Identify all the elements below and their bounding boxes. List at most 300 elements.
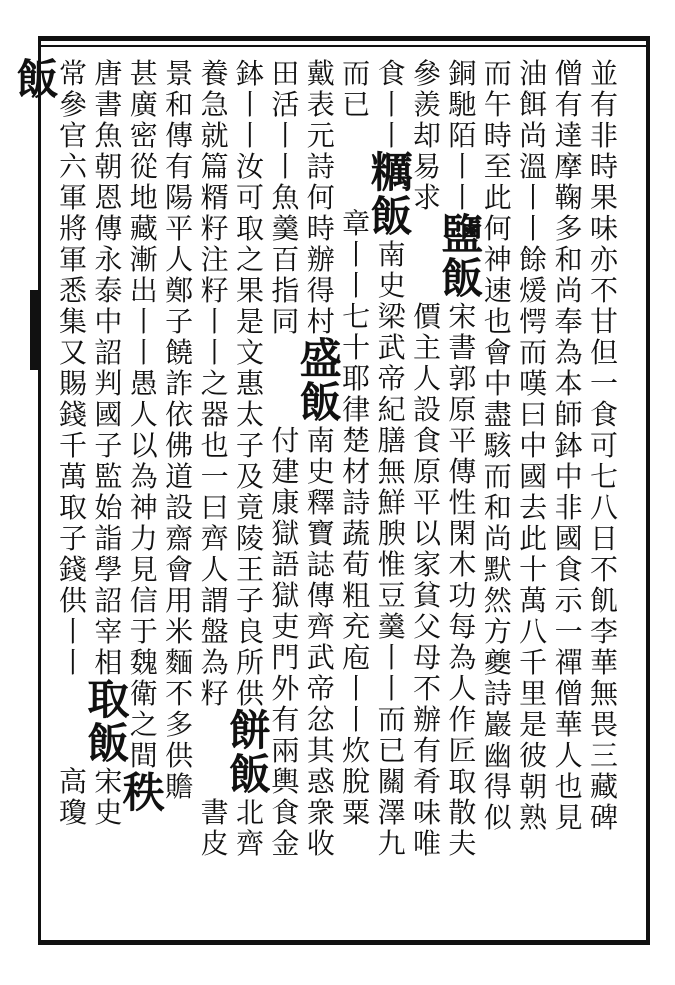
glyph: 默	[483, 553, 512, 586]
glyph: 皮	[200, 827, 229, 860]
glyph: 贍	[165, 770, 194, 803]
glyph: 金	[271, 827, 300, 860]
glyph: 人	[129, 398, 158, 431]
glyph: 每	[448, 610, 477, 643]
glyph: 也	[200, 429, 229, 462]
column-text	[233, 58, 267, 709]
glyph: 主	[412, 331, 441, 364]
glyph: 丨	[377, 672, 406, 705]
glyph: 傳	[165, 119, 194, 152]
glyph: 荀	[342, 548, 371, 581]
glyph: 一	[589, 367, 618, 400]
glyph: 會	[165, 553, 194, 586]
column-text	[481, 58, 515, 833]
glyph: 太	[235, 398, 264, 431]
glyph: 子	[235, 584, 264, 617]
column-text	[198, 797, 232, 859]
glyph: 梁	[377, 300, 406, 333]
text-column	[16, 55, 59, 938]
glyph: 平	[412, 486, 441, 519]
glyph: 之	[200, 367, 229, 400]
column-text	[445, 58, 479, 213]
glyph: 瓊	[58, 796, 87, 829]
glyph: 丨	[129, 336, 158, 369]
glyph: 為	[129, 460, 158, 493]
glyph: 不	[589, 274, 618, 307]
glyph: 摩	[554, 150, 583, 183]
glyph: 丨	[377, 119, 406, 152]
glyph: 可	[589, 429, 618, 462]
column-text	[375, 239, 409, 859]
glyph: 國	[554, 522, 583, 555]
column-text	[162, 58, 196, 802]
glyph: 活	[271, 88, 300, 121]
glyph: 丨	[377, 641, 406, 674]
glyph: 武	[377, 331, 406, 364]
glyph: 朝	[94, 150, 123, 183]
glyph: 和	[554, 243, 583, 276]
glyph: 八	[519, 615, 548, 648]
glyph: 衛	[129, 677, 158, 710]
glyph: 盡	[483, 398, 512, 431]
glyph: 已	[342, 88, 371, 121]
glyph: 戴	[306, 57, 335, 90]
glyph: 外	[271, 672, 300, 705]
glyph: 鄭	[165, 274, 194, 307]
glyph: 並	[589, 57, 618, 90]
glyph: 惟	[377, 548, 406, 581]
glyph: 食	[554, 553, 583, 586]
glyph: 高	[58, 765, 87, 798]
glyph: 原	[412, 455, 441, 488]
glyph: 米	[165, 615, 194, 648]
glyph: 見	[554, 801, 583, 834]
glyph: 尚	[519, 119, 548, 152]
glyph: 熟	[519, 801, 548, 834]
glyph: 甘	[589, 305, 618, 338]
glyph: 辦	[306, 243, 335, 276]
glyph: 平	[165, 212, 194, 245]
glyph: 兩	[271, 734, 300, 767]
glyph: 脫	[342, 765, 371, 798]
glyph: 丨	[448, 150, 477, 183]
glyph: 藏	[589, 770, 618, 803]
glyph: 詩	[342, 486, 371, 519]
glyph: 傳	[306, 579, 335, 612]
glyph: 宰	[94, 615, 123, 648]
glyph: 不	[412, 672, 441, 705]
glyph: 將	[58, 212, 87, 245]
glyph: 集	[58, 305, 87, 338]
glyph: 李	[589, 615, 618, 648]
glyph: 見	[129, 553, 158, 586]
glyph: 豆	[377, 579, 406, 612]
column-text	[233, 797, 267, 859]
glyph: 愚	[129, 367, 158, 400]
glyph: 魚	[271, 181, 300, 214]
glyph: 泰	[94, 274, 123, 307]
glyph: 丨	[342, 238, 371, 271]
glyph: 取	[58, 491, 87, 524]
glyph: 有	[589, 88, 618, 121]
glyph: 力	[129, 522, 158, 555]
glyph: 忿	[306, 703, 335, 736]
glyph: 之	[235, 243, 264, 276]
glyph: 十	[519, 553, 548, 586]
glyph: 用	[165, 584, 194, 617]
glyph: 父	[412, 610, 441, 643]
column-text	[268, 58, 302, 337]
glyph: 不	[165, 677, 194, 710]
glyph: 非	[554, 491, 583, 524]
glyph: 惠	[235, 367, 264, 400]
glyph: 何	[483, 212, 512, 245]
glyph: 詔	[94, 336, 123, 369]
glyph: 巖	[483, 708, 512, 741]
glyph: 錢	[58, 553, 87, 586]
glyph: 百	[271, 243, 300, 276]
glyph: 丨	[519, 181, 548, 214]
glyph: 一	[200, 460, 229, 493]
glyph: 有	[271, 703, 300, 736]
glyph: 間	[129, 739, 158, 772]
column-text	[56, 766, 90, 828]
glyph: 收	[306, 827, 335, 860]
glyph: 但	[589, 336, 618, 369]
glyph: 方	[483, 615, 512, 648]
entry-heading: 飯	[299, 378, 342, 427]
glyph: 和	[483, 491, 512, 524]
glyph: 籽	[200, 274, 229, 307]
glyph: 人	[554, 739, 583, 772]
glyph: 散	[448, 796, 477, 829]
glyph: 多	[554, 212, 583, 245]
glyph: 銅	[448, 57, 477, 90]
glyph: 去	[519, 491, 548, 524]
glyph: 魚	[94, 119, 123, 152]
glyph: 無	[589, 677, 618, 710]
glyph: 賜	[58, 367, 87, 400]
glyph: 食	[589, 398, 618, 431]
glyph: 炊	[342, 734, 371, 767]
glyph: 却	[412, 119, 441, 152]
glyph: 食	[412, 424, 441, 457]
glyph: 康	[271, 486, 300, 519]
glyph: 紀	[377, 393, 406, 426]
glyph: 碑	[589, 801, 618, 834]
glyph: 建	[271, 455, 300, 488]
glyph: 時	[483, 119, 512, 152]
glyph: 唯	[412, 827, 441, 860]
glyph: 也	[483, 305, 512, 338]
glyph: 器	[200, 398, 229, 431]
glyph: 果	[235, 274, 264, 307]
glyph: 供	[235, 677, 264, 710]
glyph: 也	[554, 770, 583, 803]
glyph: 廣	[129, 88, 158, 121]
glyph: 羹	[377, 610, 406, 643]
glyph: 齊	[235, 827, 264, 860]
column-text	[56, 58, 90, 678]
glyph: 得	[483, 770, 512, 803]
glyph: 錢	[58, 398, 87, 431]
entry-heading: 餅	[228, 706, 271, 755]
glyph: 養	[200, 57, 229, 90]
glyph: 七	[342, 300, 371, 333]
glyph: 夔	[483, 646, 512, 679]
glyph: 子	[94, 429, 123, 462]
glyph: 幽	[483, 739, 512, 772]
glyph: 景	[165, 57, 194, 90]
glyph: 禪	[554, 646, 583, 679]
glyph: 華	[589, 646, 618, 679]
glyph: 耶	[342, 362, 371, 395]
glyph: 肴	[412, 765, 441, 798]
glyph: 鞠	[554, 181, 583, 214]
top-border-rule	[38, 36, 650, 41]
glyph: 華	[554, 708, 583, 741]
glyph: 吏	[271, 610, 300, 643]
glyph: 丨	[342, 269, 371, 302]
glyph: 有	[165, 150, 194, 183]
glyph: 子	[58, 522, 87, 555]
glyph: 郭	[448, 362, 477, 395]
glyph: 及	[235, 460, 264, 493]
column-text	[91, 766, 125, 828]
glyph: 此	[483, 181, 512, 214]
glyph: 漸	[129, 243, 158, 276]
entry-heading: 盛	[299, 334, 342, 383]
column-text	[516, 58, 550, 833]
glyph: 鉢	[554, 429, 583, 462]
glyph: 里	[519, 677, 548, 710]
entry-heading: 飯	[16, 55, 59, 104]
glyph: 一	[554, 615, 583, 648]
glyph: 作	[448, 703, 477, 736]
glyph: 尚	[483, 522, 512, 555]
glyph: 畏	[589, 708, 618, 741]
glyph: 師	[554, 398, 583, 431]
glyph: 羹	[271, 212, 300, 245]
glyph: 供	[165, 739, 194, 772]
glyph: 于	[129, 615, 158, 648]
glyph: 付	[271, 424, 300, 457]
glyph: 溫	[519, 150, 548, 183]
glyph: 而	[342, 57, 371, 90]
glyph: 詣	[94, 522, 123, 555]
glyph: 彼	[519, 739, 548, 772]
glyph: 傳	[94, 212, 123, 245]
entry-heading: 飯	[87, 719, 130, 768]
glyph: 國	[94, 398, 123, 431]
entry-heading: 飯	[228, 750, 271, 799]
glyph: 文	[235, 336, 264, 369]
glyph: 恩	[94, 181, 123, 214]
glyph: 似	[483, 801, 512, 834]
glyph: 監	[94, 460, 123, 493]
glyph: 田	[271, 57, 300, 90]
glyph: 藏	[129, 212, 158, 245]
glyph: 丨	[342, 672, 371, 705]
glyph: 膳	[377, 424, 406, 457]
glyph: 無	[377, 455, 406, 488]
glyph: 學	[94, 553, 123, 586]
glyph: 門	[271, 641, 300, 674]
glyph: 就	[200, 119, 229, 152]
glyph: 油	[519, 57, 548, 90]
glyph: 章	[342, 207, 371, 240]
glyph: 參	[58, 88, 87, 121]
glyph: 尚	[554, 274, 583, 307]
glyph: 丨	[58, 646, 87, 679]
glyph: 又	[58, 336, 87, 369]
glyph: 國	[519, 460, 548, 493]
glyph: 唐	[94, 57, 123, 90]
entry-heading: 飯	[370, 192, 413, 241]
glyph: 陵	[235, 522, 264, 555]
glyph: 獄	[271, 517, 300, 550]
glyph: 悉	[58, 274, 87, 307]
glyph: 匠	[448, 734, 477, 767]
glyph: 萬	[519, 584, 548, 617]
glyph: 宋	[448, 300, 477, 333]
column-text	[375, 58, 409, 151]
glyph: 丨	[200, 336, 229, 369]
glyph: 密	[129, 119, 158, 152]
glyph: 有	[554, 88, 583, 121]
glyph: 不	[589, 553, 618, 586]
glyph: 丨	[58, 615, 87, 648]
glyph: 是	[235, 305, 264, 338]
glyph: 帝	[377, 362, 406, 395]
glyph: 平	[448, 424, 477, 457]
glyph: 人	[200, 553, 229, 586]
glyph: 馳	[448, 88, 477, 121]
glyph: 丨	[448, 181, 477, 214]
glyph: 何	[306, 181, 335, 214]
glyph: 盤	[200, 615, 229, 648]
glyph: 帝	[306, 672, 335, 705]
glyph: 味	[589, 212, 618, 245]
glyph: 曰	[200, 491, 229, 524]
glyph: 惑	[306, 765, 335, 798]
glyph: 千	[58, 429, 87, 462]
column-text	[304, 425, 338, 859]
glyph: 餘	[519, 243, 548, 276]
glyph: 元	[306, 119, 335, 152]
column-text	[552, 58, 586, 833]
glyph: 夫	[448, 827, 477, 860]
column-text	[198, 58, 232, 709]
glyph: 然	[483, 584, 512, 617]
glyph: 中	[519, 429, 548, 462]
glyph: 果	[589, 181, 618, 214]
glyph: 千	[519, 646, 548, 679]
glyph: 僧	[554, 57, 583, 90]
glyph: 誌	[306, 548, 335, 581]
glyph: 餌	[519, 88, 548, 121]
glyph: 材	[342, 455, 371, 488]
column-text	[91, 58, 125, 678]
glyph: 奉	[554, 305, 583, 338]
glyph: 同	[271, 305, 300, 338]
glyph: 設	[412, 393, 441, 426]
glyph: 篇	[200, 150, 229, 183]
glyph: 相	[94, 646, 123, 679]
glyph: 神	[483, 243, 512, 276]
glyph: 八	[589, 491, 618, 524]
glyph: 寶	[306, 517, 335, 550]
glyph: 史	[306, 455, 335, 488]
glyph: 人	[165, 243, 194, 276]
glyph: 子	[165, 305, 194, 338]
glyph: 充	[342, 610, 371, 643]
glyph: 所	[235, 646, 264, 679]
glyph: 嘆	[519, 367, 548, 400]
glyph: 常	[58, 57, 87, 90]
glyph: 始	[94, 491, 123, 524]
glyph: 速	[483, 274, 512, 307]
glyph: 取	[448, 765, 477, 798]
glyph: 衆	[306, 796, 335, 829]
glyph: 其	[306, 734, 335, 767]
column-text	[268, 425, 302, 859]
glyph: 丨	[129, 305, 158, 338]
glyph: 時	[589, 150, 618, 183]
glyph: 麵	[165, 646, 194, 679]
glyph: 此	[519, 522, 548, 555]
glyph: 中	[94, 305, 123, 338]
glyph: 而	[483, 57, 512, 90]
glyph: 朝	[519, 770, 548, 803]
glyph: 原	[448, 393, 477, 426]
glyph: 為	[448, 641, 477, 674]
glyph: 中	[483, 367, 512, 400]
glyph: 而	[519, 336, 548, 369]
glyph: 甚	[129, 57, 158, 90]
glyph: 輿	[271, 765, 300, 798]
glyph: 注	[200, 243, 229, 276]
glyph: 詩	[483, 677, 512, 710]
column-text	[587, 58, 621, 833]
glyph: 人	[412, 362, 441, 395]
glyph: 羨	[412, 88, 441, 121]
glyph: 設	[165, 491, 194, 524]
glyph: 多	[165, 708, 194, 741]
glyph: 判	[94, 367, 123, 400]
entry-heading: 秩	[122, 768, 165, 817]
glyph: 僧	[554, 677, 583, 710]
glyph: 蔬	[342, 517, 371, 550]
glyph: 釋	[306, 486, 335, 519]
right-border-rule	[646, 36, 650, 945]
glyph: 丨	[377, 88, 406, 121]
glyph: 粗	[342, 579, 371, 612]
glyph: 中	[554, 460, 583, 493]
glyph: 楚	[342, 424, 371, 457]
glyph: 表	[306, 88, 335, 121]
glyph: 丨	[271, 119, 300, 152]
glyph: 指	[271, 274, 300, 307]
glyph: 達	[554, 119, 583, 152]
column-text	[127, 58, 161, 771]
glyph: 謂	[200, 584, 229, 617]
glyph: 功	[448, 579, 477, 612]
glyph: 陌	[448, 119, 477, 152]
glyph: 語	[271, 548, 300, 581]
glyph: 鮮	[377, 486, 406, 519]
glyph: 而	[377, 703, 406, 736]
